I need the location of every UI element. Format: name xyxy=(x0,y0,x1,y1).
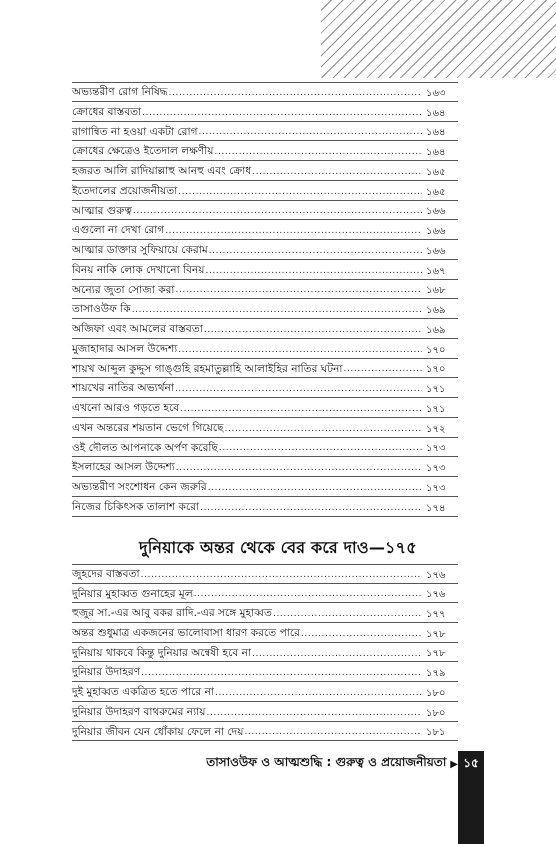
toc-entry-page: ১৭১ xyxy=(426,384,446,395)
dot-leader xyxy=(244,728,422,738)
dot-leader xyxy=(133,207,422,217)
toc-entry-title: দুনিয়ায় থাকবে কিন্তু দুনিয়ার অন্বেষী হবে না xyxy=(72,646,252,659)
toc-entry xyxy=(72,102,458,122)
dot-leader xyxy=(219,444,422,454)
toc-entry-title: ক্রোধের বাস্তবতা xyxy=(72,105,142,118)
dot-leader xyxy=(169,89,422,99)
toc-entry-page: ১৭১ xyxy=(426,403,446,415)
dot-leader xyxy=(165,227,422,237)
toc-entry xyxy=(72,181,458,201)
toc-entry-title: অভ্যন্তরীণ রোগ নিষিদ্ধ xyxy=(72,86,168,99)
dot-leader xyxy=(180,405,422,415)
dot-leader xyxy=(176,464,422,474)
toc-entry-title: এগুলো না দেখা রোগ xyxy=(72,224,165,237)
toc-entry-page: ১৭৬ xyxy=(426,569,446,581)
toc-entry xyxy=(72,359,458,379)
dot-leader xyxy=(214,148,422,158)
dot-leader xyxy=(199,128,422,138)
toc-entry-page: ১৬৪ xyxy=(426,127,446,139)
toc-entry-page: ১৮০ xyxy=(426,687,446,699)
toc-entry-title: দুনিয়ার মুহাব্বত গুনাহের মূল xyxy=(72,587,193,600)
dot-leader xyxy=(141,571,422,581)
toc-entry-title: হুজুর সা.-এর আবু বকর রাদি.-এর সঙ্গে মুহাব্বত xyxy=(72,607,272,620)
toc-entry-page: ১৭৪ xyxy=(426,502,446,514)
toc-entry xyxy=(72,643,458,663)
dot-leader xyxy=(141,669,422,679)
toc-entry xyxy=(72,682,458,702)
toc-entry-title: অন্তর শুধুমাত্র একজনের ভালোবাসা ধারণ করতে পারে xyxy=(72,627,300,640)
toc-entry-title: বিনয় নাকি লোক দেখানো বিনয় xyxy=(72,263,205,276)
dot-leader xyxy=(252,650,422,660)
toc-entry xyxy=(72,457,458,477)
toc-entry-page: ১৮১ xyxy=(426,727,446,739)
toc-entry xyxy=(72,201,458,221)
toc-entry-page: ১৭২ xyxy=(426,423,446,435)
toc-entry-page: ১৬৫ xyxy=(426,166,446,178)
dot-leader xyxy=(132,306,422,316)
dot-leader xyxy=(209,247,422,257)
toc-entry xyxy=(72,280,458,300)
dot-leader xyxy=(273,610,422,620)
dot-leader xyxy=(208,484,422,494)
toc-entry-title: জুহদের বাস্তবতা xyxy=(72,568,140,581)
toc-entry-title: শায়খ আব্দুল কুদ্দুস গাঙ্গুহি রহমাতুল্লাহি আলাইহির নাতির ঘটনা xyxy=(72,362,343,375)
book-title: তাসাওউফ ও আত্মশুদ্ধি : গুরুত্ব ও প্রয়োজনীয়তা xyxy=(206,755,447,769)
toc-entry-page: ১৭৩ xyxy=(426,482,446,494)
toc-entry xyxy=(72,161,458,181)
toc-entry-page: ১৬৯ xyxy=(426,305,446,316)
toc-entry xyxy=(72,82,458,102)
toc-entry xyxy=(72,319,458,339)
toc-entry-page: ১৬৬ xyxy=(426,245,446,257)
toc-entry-title: অন্যের জুতা সোজা করা xyxy=(72,283,175,296)
toc-entry xyxy=(72,240,458,260)
toc-entry-title: নিজের চিকিৎসক তালাশ করো xyxy=(72,500,200,513)
toc-entry-page: ১৮০ xyxy=(426,707,446,719)
toc-entry-title: মুজাহাদার আসল উদ্দেশ্য xyxy=(72,342,178,355)
toc-entry-page: ১৭৯ xyxy=(426,668,446,680)
toc-entry-page: ১৭৮ xyxy=(426,628,446,640)
arrow-right-icon: ▶ xyxy=(450,758,458,770)
toc-entry xyxy=(72,623,458,643)
toc-entry-title: ইসলাহের আসল উদ্দেশ্য xyxy=(72,461,175,474)
toc-entry-title: আত্মার ডাক্তার সুফিয়ায়ে কেরাম xyxy=(72,244,208,257)
toc-entry xyxy=(72,220,458,240)
toc-entry-title: এখনো আরও গড়তে হবে xyxy=(72,402,180,415)
dot-leader xyxy=(194,590,422,600)
toc-entry-page: ১৬৫ xyxy=(426,186,446,198)
toc-entry xyxy=(72,398,458,418)
toc-entry-page: ১৭৬ xyxy=(426,589,446,601)
section-heading: দুনিয়াকে অন্তর থেকে বের করে দাও—১৭৫ xyxy=(139,538,417,557)
toc-entry-page: ১৭৮ xyxy=(426,648,446,660)
toc-entry-page: ১৬৬ xyxy=(426,226,446,237)
dot-leader xyxy=(215,689,422,699)
dot-leader xyxy=(344,365,423,375)
toc-entry-title: ক্রোধের ক্ষেত্রেও ইতেদাল লক্ষণীয় xyxy=(72,145,214,158)
toc-entry xyxy=(72,141,458,161)
running-footer xyxy=(72,754,458,774)
toc-entry-title: দুই মুহাব্বত একত্রিত হতে পারে না xyxy=(72,686,214,699)
toc-entry xyxy=(72,702,458,722)
toc-entry xyxy=(72,564,458,584)
toc-entry xyxy=(72,497,458,517)
toc-entry-title: দুনিয়ার উদাহরণ xyxy=(72,666,141,679)
dot-leader xyxy=(200,504,422,514)
dot-leader xyxy=(301,630,422,640)
toc-entry xyxy=(72,378,458,398)
toc-entry-title: রাগান্বিত না হওয়া একটা রোগ xyxy=(72,125,198,138)
toc-entry xyxy=(72,122,458,142)
toc-entry-page: ১৬৪ xyxy=(426,107,446,119)
toc-entry-page: ১৭৭ xyxy=(426,609,446,621)
dot-leader xyxy=(176,286,423,296)
toc-entry xyxy=(72,418,458,438)
toc-entry-page: ১৬৮ xyxy=(426,285,446,297)
toc-entry xyxy=(72,584,458,604)
toc-entry-title: হজরত আলি রাদিয়াল্লাহু আনহু এবং ক্রোধ xyxy=(72,165,252,178)
toc-list-part-2 xyxy=(72,564,458,741)
toc-entry xyxy=(72,603,458,623)
toc-entry-page: ১৭৩ xyxy=(426,443,446,455)
toc-entry-title: দুনিয়ার জীবন যেন ধোঁকায় ফেলে না দেয় xyxy=(72,725,244,738)
toc-entry-page: ১৭০ xyxy=(426,364,446,376)
toc-entry xyxy=(72,299,458,319)
toc-entry-page: ১৭০ xyxy=(426,344,446,356)
toc-entry-page: ১৬৩ xyxy=(426,87,446,99)
toc-entry xyxy=(72,722,458,742)
toc-entry-title: এখন অন্তরের শয়তান ভেগে গিয়েছে xyxy=(72,421,224,434)
toc-entry-title: আত্মার গুরুত্ব xyxy=(72,204,132,217)
toc-list-part-1 xyxy=(72,82,458,517)
dot-leader xyxy=(206,267,422,277)
page-number-tab xyxy=(458,751,484,844)
toc-entry-title: অভ্যন্তরীণ সংশোধন কেন জরুরি xyxy=(72,481,207,494)
toc-entry-page: ১৬৬ xyxy=(426,206,446,218)
toc-entry-title: তাসাওউফ কি xyxy=(72,303,131,316)
dot-leader xyxy=(178,346,422,356)
toc-entry xyxy=(72,260,458,280)
dot-leader xyxy=(175,385,422,395)
toc-entry-title: দুনিয়ার উদাহরণ বাথরুমের ন্যায় xyxy=(72,705,206,718)
toc-entry-title: ইতেদালের প্রয়োজনীয়তা xyxy=(72,184,178,197)
page-number: ১৫ xyxy=(463,756,479,770)
decorative-stripes xyxy=(321,0,556,78)
toc-entry-title: ওই দৌলত আপনাকে অর্পণ করেছি xyxy=(72,441,218,454)
toc-entry-page: ১৬৯ xyxy=(426,324,446,336)
dot-leader xyxy=(225,425,422,435)
toc-entry xyxy=(72,662,458,682)
toc-entry-title: শায়খের নাতির অভ্যর্থনা xyxy=(72,382,174,395)
toc-entry xyxy=(72,438,458,458)
toc-entry-page: ১৬৪ xyxy=(426,147,446,158)
dot-leader xyxy=(252,168,422,178)
dot-leader xyxy=(204,326,422,336)
toc-entry-page: ১৭৩ xyxy=(426,463,446,474)
toc-entry-page: ১৬৭ xyxy=(426,265,446,277)
dot-leader xyxy=(206,709,422,719)
dot-leader xyxy=(178,188,422,198)
toc-entry-title: অজিফা এবং আমলের বাস্তবতা xyxy=(72,323,203,336)
toc-entry xyxy=(72,477,458,497)
toc-entry xyxy=(72,339,458,359)
dot-leader xyxy=(142,109,422,119)
